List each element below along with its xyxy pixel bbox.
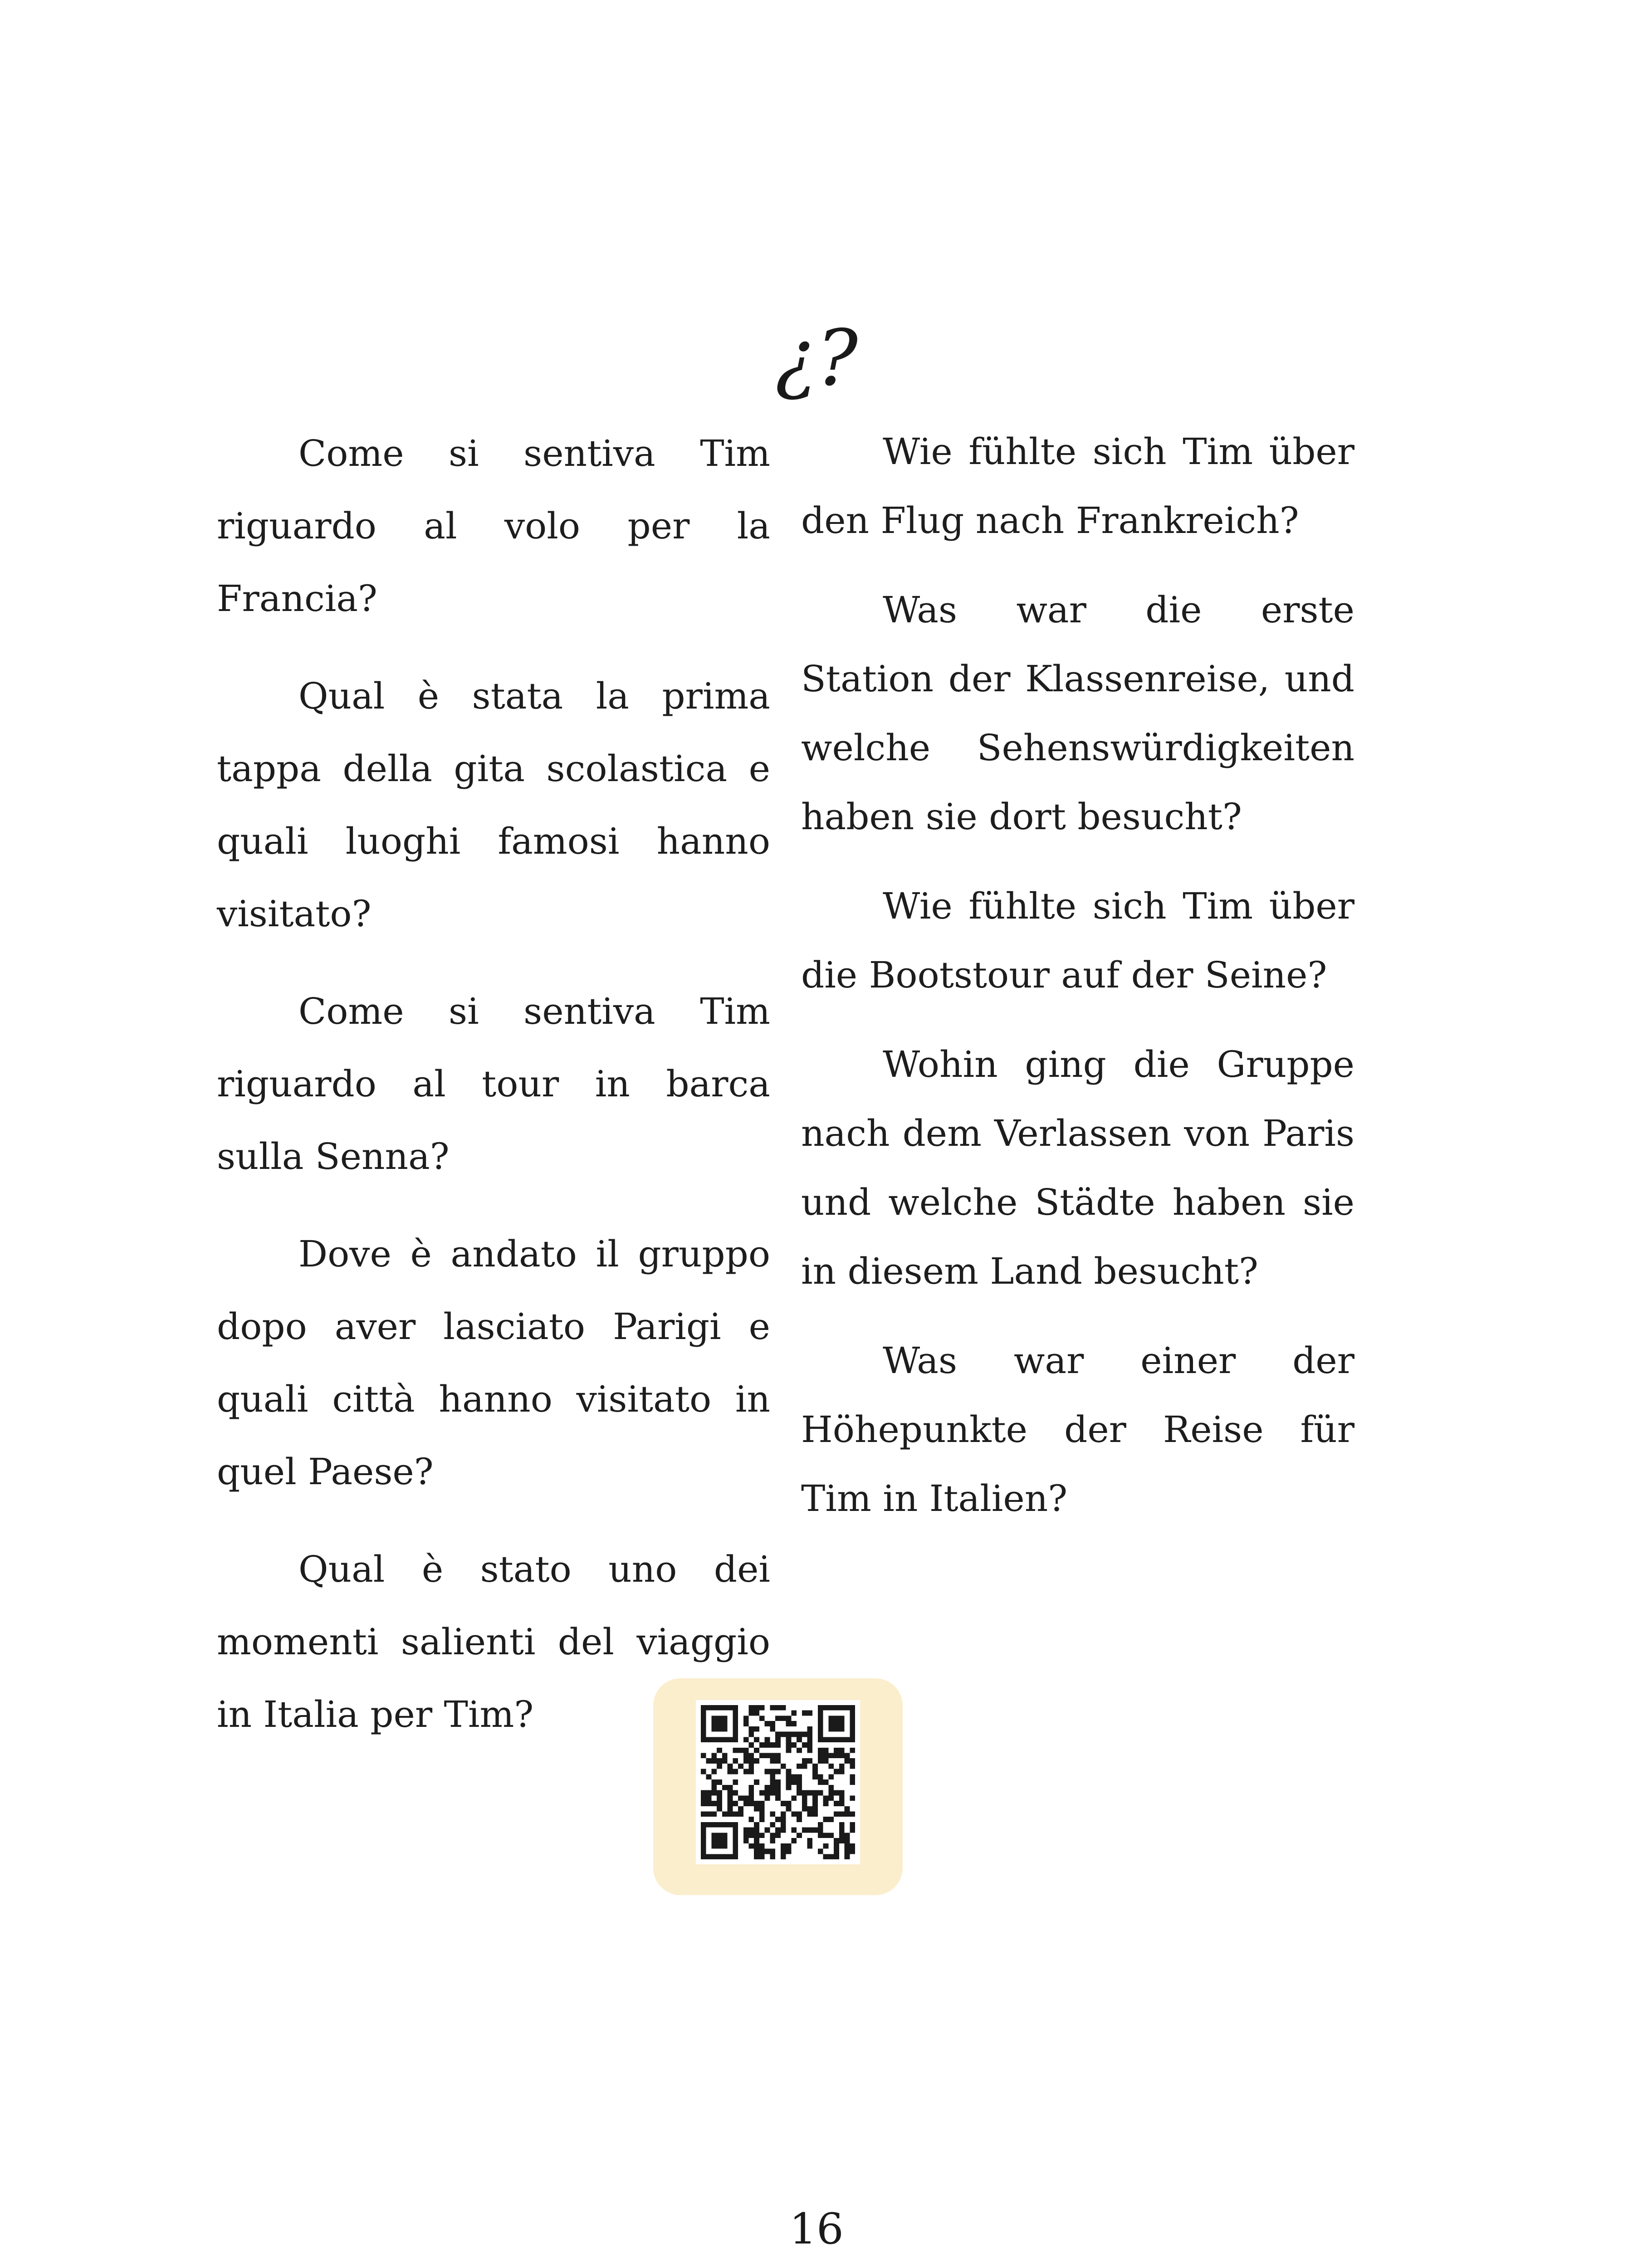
qr-code-panel — [653, 1678, 903, 1895]
question-it-1: Come si sentiva Tim riguardo al volo per la Francia? — [217, 432, 770, 620]
question-de-5: Was war einer der Höhepunkte der Reise für Tim in Italien? — [801, 1339, 1354, 1520]
question-mark-heading: ¿? — [775, 313, 858, 403]
question-it-3: Come si sentiva Tim riguardo al tour in barca sulla Senna? — [217, 990, 770, 1178]
question-it-2: Qual è stata la prima tappa della gita scolastica e quali luoghi famosi hanno visitato? — [217, 675, 770, 935]
page-number: 16 — [789, 2204, 844, 2254]
italian-questions-column — [217, 417, 770, 1776]
question-it-4: Dove è andato il gruppo dopo aver lasciato Parigi e quali città hanno visitato in quel Paese? — [217, 1233, 770, 1493]
question-de-1: Wie fühlte sich Tim über den Flug nach Frankreich? — [801, 430, 1354, 542]
question-de-3: Wie fühlte sich Tim über die Bootstour auf der Seine? — [801, 885, 1354, 996]
qr-code-icon[interactable] — [696, 1700, 860, 1864]
question-it-5: Qual è stato uno dei momenti salienti del viaggio in Italia per Tim? — [217, 1548, 770, 1735]
question-de-4: Wohin ging die Gruppe nach dem Verlassen von Paris und welche Städte haben sie in diesem Land besucht? — [801, 1043, 1354, 1292]
german-questions-column — [801, 417, 1354, 1554]
question-de-2: Was war die erste Station der Klassenreise, und welche Sehenswürdigkeiten haben sie dort besucht? — [801, 589, 1354, 838]
